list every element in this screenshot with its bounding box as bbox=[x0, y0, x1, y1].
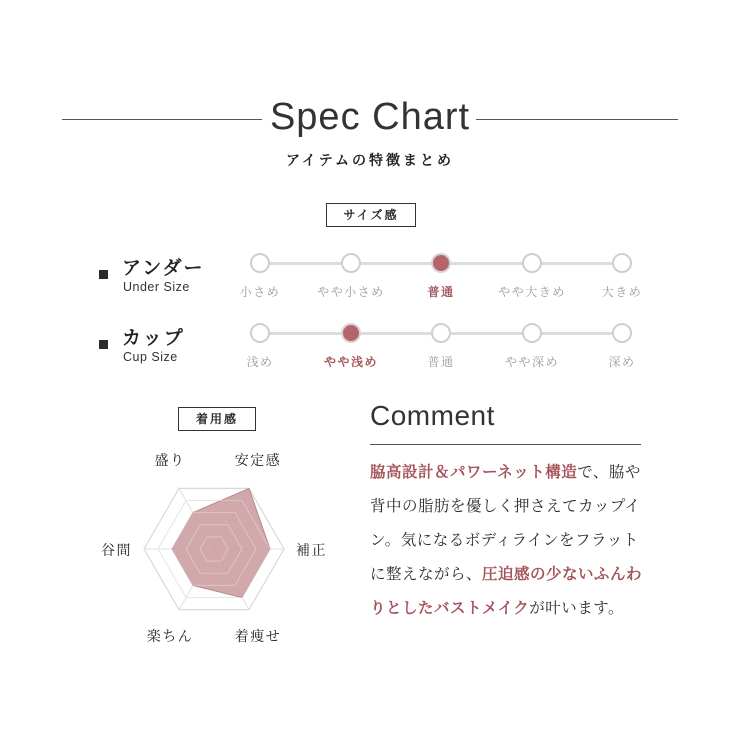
scale-dot bbox=[341, 253, 361, 273]
scale-dot bbox=[522, 253, 542, 273]
scale-dot bbox=[522, 323, 542, 343]
scale-level-label: 小さめ bbox=[239, 285, 281, 299]
radar-axis-label: 着痩せ bbox=[234, 628, 282, 645]
scale-dot bbox=[612, 323, 632, 343]
comment-text: が叶います。 bbox=[529, 599, 624, 617]
size-row-sub: Cup Size bbox=[123, 350, 178, 364]
size-row-name: カップ bbox=[122, 327, 185, 349]
scale-level-label: 普通 bbox=[427, 285, 455, 299]
size-section-label: サイズ感 bbox=[326, 203, 416, 227]
comment-title: Comment bbox=[370, 400, 495, 431]
radar-axis-label: 楽ちん bbox=[146, 628, 194, 645]
row-bullet bbox=[99, 340, 108, 349]
scale-level-label: やや深め bbox=[504, 355, 559, 369]
scale-dot-selected bbox=[431, 253, 451, 273]
radar-axis-label: 谷間 bbox=[101, 543, 132, 559]
fit-radar-chart bbox=[80, 430, 360, 660]
comment-highlight: 脇高設計＆パワーネット構造 bbox=[370, 463, 578, 481]
page-subtitle: アイテムの特徴まとめ bbox=[285, 153, 455, 169]
scale-dot bbox=[612, 253, 632, 273]
comment-text: で、脇や背中の脂肪を優しく押さえてカップイン。気になるボディラインをフラットに整えながら、 bbox=[370, 463, 641, 583]
scale-level-label: やや浅め bbox=[323, 355, 378, 369]
scale-level-label: やや大きめ bbox=[498, 285, 566, 299]
scale-level-label: 深め bbox=[608, 355, 636, 369]
radar-data-area bbox=[172, 488, 270, 597]
comment-highlight: 圧迫感の少ないふんわりとしたバストメイク bbox=[370, 565, 643, 617]
scale-dot-selected bbox=[341, 323, 361, 343]
scale-dot bbox=[250, 323, 270, 343]
scale-dot bbox=[250, 253, 270, 273]
scale-level-label: 普通 bbox=[427, 355, 455, 369]
scale-level-label: 大きめ bbox=[601, 285, 643, 299]
scale-level-label: やや小さめ bbox=[317, 285, 385, 299]
scale-dot bbox=[431, 323, 451, 343]
fit-section-label: 着用感 bbox=[178, 407, 256, 431]
radar-axis-label: 補正 bbox=[296, 543, 327, 559]
radar-axis-label: 安定感 bbox=[234, 453, 282, 470]
comment-rule bbox=[370, 444, 641, 445]
size-row-sub: Under Size bbox=[123, 280, 190, 294]
scale-level-label: 浅め bbox=[246, 355, 274, 369]
radar-axis-label: 盛り bbox=[154, 453, 186, 470]
comment-body bbox=[370, 455, 645, 625]
page-title: Spec Chart bbox=[269, 96, 471, 138]
size-row-name: アンダー bbox=[122, 257, 205, 279]
row-bullet bbox=[99, 270, 108, 279]
